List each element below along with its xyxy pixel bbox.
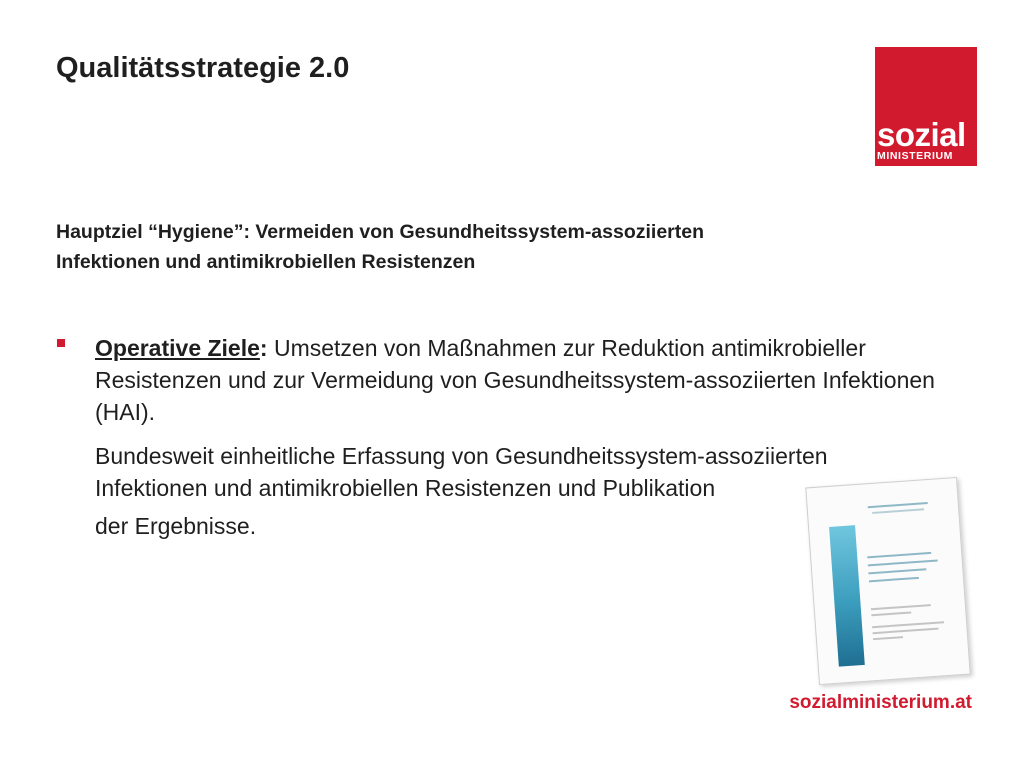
main-goal-line-1: Hauptziel “Hygiene”: Vermeiden von Gesundheitssystem-assoziierten	[56, 221, 705, 243]
doc-title-line	[868, 559, 938, 566]
footer-website: sozialministerium.at	[789, 692, 972, 713]
logo-subtitle: MINISTERIUM	[877, 150, 954, 162]
main-goal-line-2: Infektionen und antimikrobiellen Resistenzen	[56, 251, 476, 273]
slide-title: Qualitätsstrategie 2.0	[56, 52, 350, 84]
doc-header-line	[872, 508, 924, 514]
bullet-colon: :	[259, 335, 268, 361]
report-document-icon	[805, 477, 970, 685]
doc-text-line	[873, 628, 939, 635]
bullet-lead: Operative Ziele	[95, 335, 260, 361]
sub-paragraph-line-2: Infektionen und antimikrobiellen Resistenzen und Publikation	[95, 475, 716, 501]
sozialministerium-logo	[875, 47, 977, 166]
doc-header-line	[868, 502, 928, 508]
doc-color-bar	[829, 525, 865, 666]
doc-title-line	[868, 568, 926, 574]
sub-paragraph-line-1: Bundesweit einheitliche Erfassung von Gesundheitssystem-assoziierten	[95, 443, 828, 469]
bullet-text	[95, 332, 985, 428]
doc-title-line	[869, 577, 919, 582]
doc-text-line	[873, 636, 903, 640]
doc-text-line	[871, 604, 931, 610]
logo-word: sozial	[877, 116, 966, 153]
sub-paragraph-line-3: der Ergebnisse.	[95, 513, 257, 539]
main-goal	[56, 217, 916, 277]
doc-title-line	[867, 552, 931, 558]
square-bullet-icon	[57, 339, 65, 347]
doc-text-line	[871, 611, 911, 616]
bullet-body: Umsetzen von Maßnahmen zur Reduktion antimikrobieller Resistenzen und zur Vermeidung von Gesundheitssystem-assoziierten Infektionen (HAI).	[95, 335, 935, 425]
